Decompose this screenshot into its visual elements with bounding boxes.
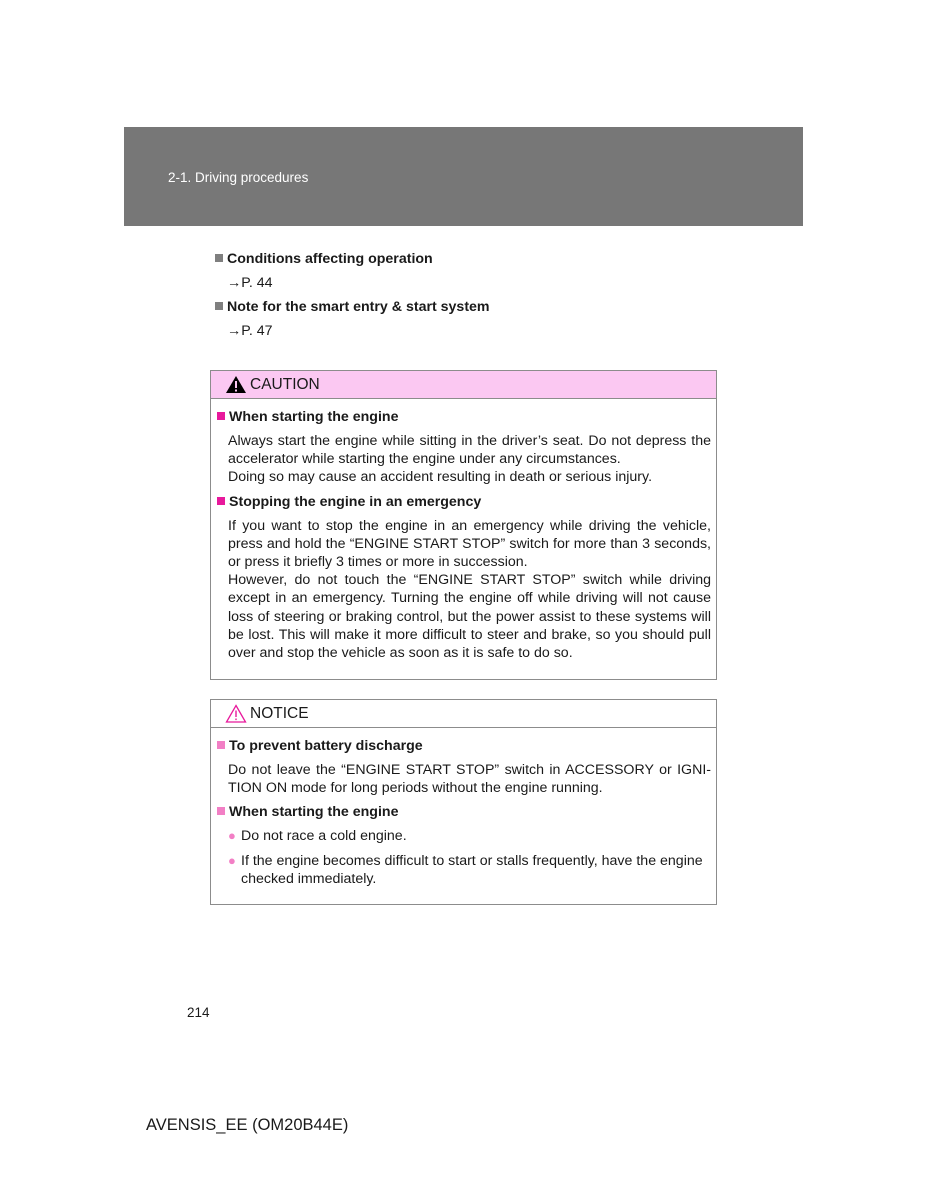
square-bullet-icon xyxy=(217,741,225,749)
circle-bullet-icon: ● xyxy=(228,828,236,844)
caution-text: If you want to stop the engine in an emergency while driving the vehicle, press and hold the “ENGINE START STOP” switch for more than 3 seconds, or press it briefly 3 times or more in succession. However, do not touch the “ENGINE START STOP” switch while driving except in an emergency. Turning the engine off while driving will not cause loss of steering or braking control, but the power assist to these systems will be lost. This will make it more difficult to steer and brake, so you should pull over and stop the vehicle as soon as it is safe to do so. xyxy=(228,517,711,662)
caution-label: CAUTION xyxy=(250,376,320,393)
notes-list xyxy=(215,251,715,347)
caution-box xyxy=(210,370,717,680)
square-bullet-icon xyxy=(215,302,223,310)
caution-subheading: When starting the engine xyxy=(217,408,711,426)
notice-label: NOTICE xyxy=(250,705,309,722)
list-item: ● Do not race a cold engine. xyxy=(228,828,407,845)
square-bullet-icon xyxy=(217,807,225,815)
caution-text: Always start the engine while sitting in the driver’s seat. Do not depress the accelerator while starting the engine under any circumstances. Doing so may cause an accident resulting in death or serious injury. xyxy=(228,433,711,486)
model-code: AVENSIS_EE (OM20B44E) xyxy=(146,1116,349,1134)
square-bullet-icon xyxy=(217,497,225,505)
notice-subheading: To prevent battery discharge xyxy=(217,737,711,755)
note-heading: Conditions affecting operation xyxy=(215,251,715,275)
square-bullet-icon xyxy=(215,254,223,262)
caution-subheading: Stopping the engine in an emergency xyxy=(217,493,711,511)
page-reference[interactable]: →P. 47 xyxy=(227,323,273,339)
warning-icon xyxy=(225,704,247,723)
page-reference[interactable]: →P. 44 xyxy=(227,275,273,291)
circle-bullet-icon: ● xyxy=(228,852,236,868)
page-number: 214 xyxy=(187,1005,210,1020)
caution-header xyxy=(211,371,716,399)
list-item: ● If the engine becomes difficult to start or stalls frequently, have the engine checked immediately. xyxy=(228,852,703,887)
square-bullet-icon xyxy=(217,412,225,420)
notice-text: Do not leave the “ENGINE START STOP” switch in ACCESSORY or IGNI-TION ON mode for long periods without the engine running. xyxy=(228,762,711,797)
section-title: 2-1. Driving procedures xyxy=(168,170,309,185)
section-header-bar xyxy=(124,127,803,226)
warning-icon xyxy=(225,375,247,394)
note-heading: Note for the smart entry & start system xyxy=(215,299,715,323)
notice-header xyxy=(211,700,716,728)
notice-box xyxy=(210,699,717,905)
notice-subheading: When starting the engine xyxy=(217,803,711,821)
